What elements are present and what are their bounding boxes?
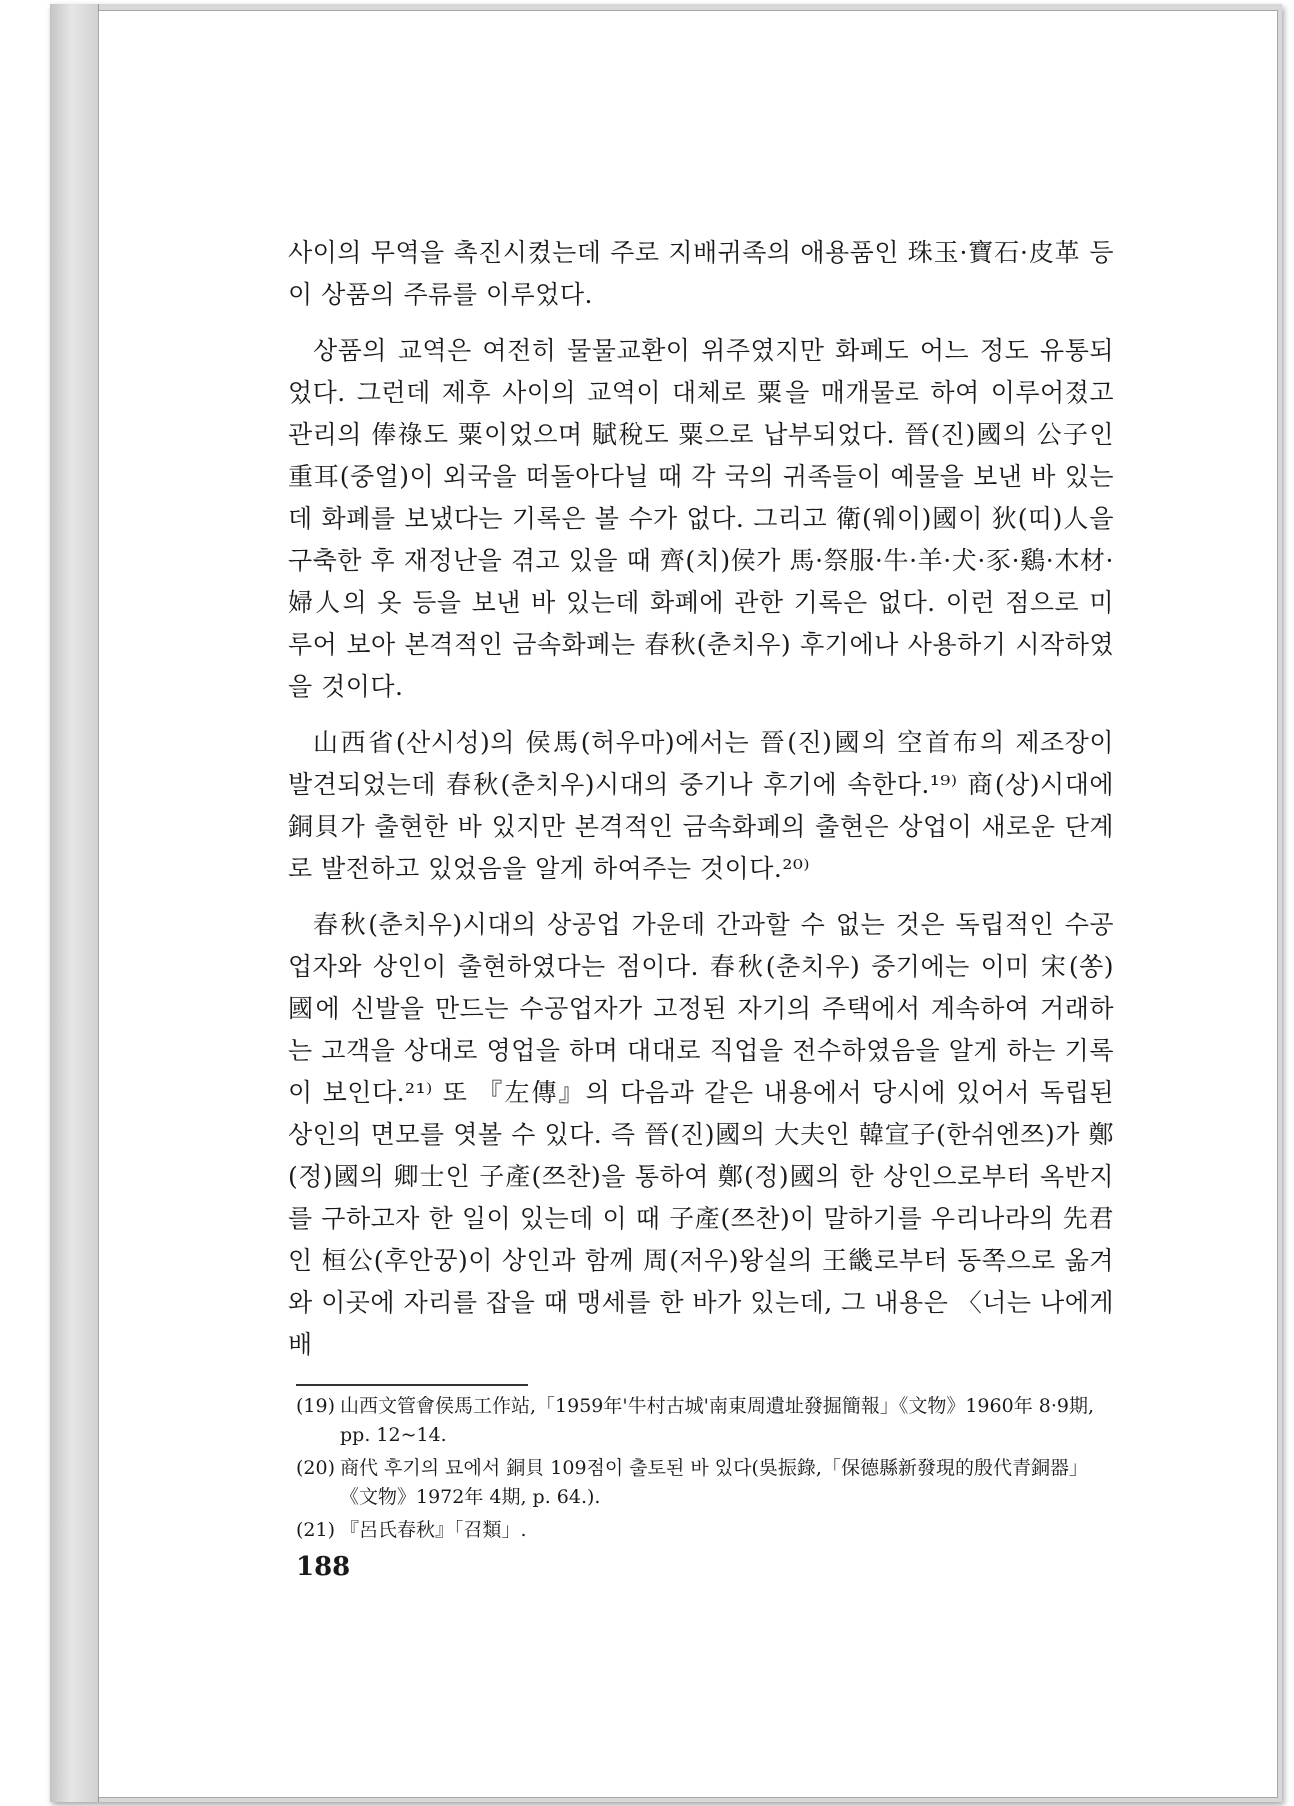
footnote-20 <box>296 1454 1114 1512</box>
footnote-text: 山西文管會侯馬工作站,「1959年'牛村古城'南東周遺址發掘簡報」《文物》1960年 8·9期, pp. 12~14. <box>340 1395 1094 1446</box>
footnotes <box>296 1392 1114 1545</box>
footnote-text: 『呂氏春秋』「召類」. <box>340 1519 527 1541</box>
footnote-divider <box>296 1384 528 1386</box>
footnote-number: (21) <box>296 1519 336 1541</box>
footnote-21 <box>296 1516 1114 1545</box>
footnote-number: (19) <box>296 1395 336 1417</box>
footnote-number: (20) <box>296 1457 336 1479</box>
book-page-edges <box>50 4 99 1802</box>
footnote-19 <box>296 1392 1114 1450</box>
paragraph-4: 春秋(춘치우)시대의 상공업 가운데 간과할 수 없는 것은 독립적인 수공업자와 상인이 출현하였다는 점이다. 春秋(춘치우) 중기에는 이미 宋(쏭)國에 신발을 만드는 수공업자가 고정된 자기의 주택에서 계속하여 거래하는 고객을 상대로 영업을 하며 대대로 직업을 전수하였음을 알게 하는 기록이 보인다.²¹⁾ 또 『左傳』의 다음과 같은 내용에서 당시에 있어서 독립된 상인의 면모를 엿볼 수 있다. 즉 晉(진)國의 大夫인 韓宣子(한쉬엔쯔)가 鄭(정)國의 卿士인 子產(쯔찬)을 통하여 鄭(정)國의 한 상인으로부터 옥반지를 구하고자 한 일이 있는데 이 때 子產(쯔찬)이 말하기를 우리나라의 先君인 桓公(후안꿍)이 상인과 함께 周(저우)왕실의 王畿로부터 동쪽으로 옮겨와 이곳에 자리를 잡을 때 맹세를 한 바가 있는데, 그 내용은 〈너는 나에게 배 <box>288 910 1114 1359</box>
paragraph-1: 사이의 무역을 촉진시켰는데 주로 지배귀족의 애용품인 珠玉·寶石·皮革 등이 상품의 주류를 이루었다. <box>288 238 1114 309</box>
paragraph-2: 상품의 교역은 여전히 물물교환이 위주였지만 화폐도 어느 정도 유통되었다. 그런데 제후 사이의 교역이 대체로 粟을 매개물로 하여 이루어졌고 관리의 俸祿도 粟이었으며 賦稅도 粟으로 납부되었다. 晉(진)國의 公子인 重耳(중얼)이 외국을 떠돌아다닐 때 각 국의 귀족들이 예물을 보낸 바 있는데 화폐를 보냈다는 기록은 볼 수가 없다. 그리고 衛(웨이)國이 狄(띠)人을 구축한 후 재정난을 겪고 있을 때 齊(치)侯가 馬·祭服·牛·羊·犬·豕·鷄·木材·婦人의 옷 등을 보낸 바 있는데 화폐에 관한 기록은 없다. 이런 점으로 미루어 보아 본격적인 금속화폐는 春秋(춘치우) 후기에나 사용하기 시작하였을 것이다. <box>288 336 1114 701</box>
paragraph-3: 山西省(산시성)의 侯馬(허우마)에서는 晉(진)國의 空首布의 제조장이 발견되었는데 春秋(춘치우)시대의 중기나 후기에 속한다.¹⁹⁾ 商(상)시대에 銅貝가 출현한 바 있지만 본격적인 금속화폐의 출현은 상업이 새로운 단계로 발전하고 있었음을 알게 하여주는 것이다.²⁰⁾ <box>288 728 1114 883</box>
page-number: 188 <box>296 1552 351 1582</box>
body-text <box>288 232 1114 1366</box>
footnote-text: 商代 후기의 묘에서 銅貝 109점이 출토된 바 있다(吳振錄,「保德縣新發現的殷代青銅器」《文物》1972年 4期, p. 64.). <box>340 1457 1088 1508</box>
